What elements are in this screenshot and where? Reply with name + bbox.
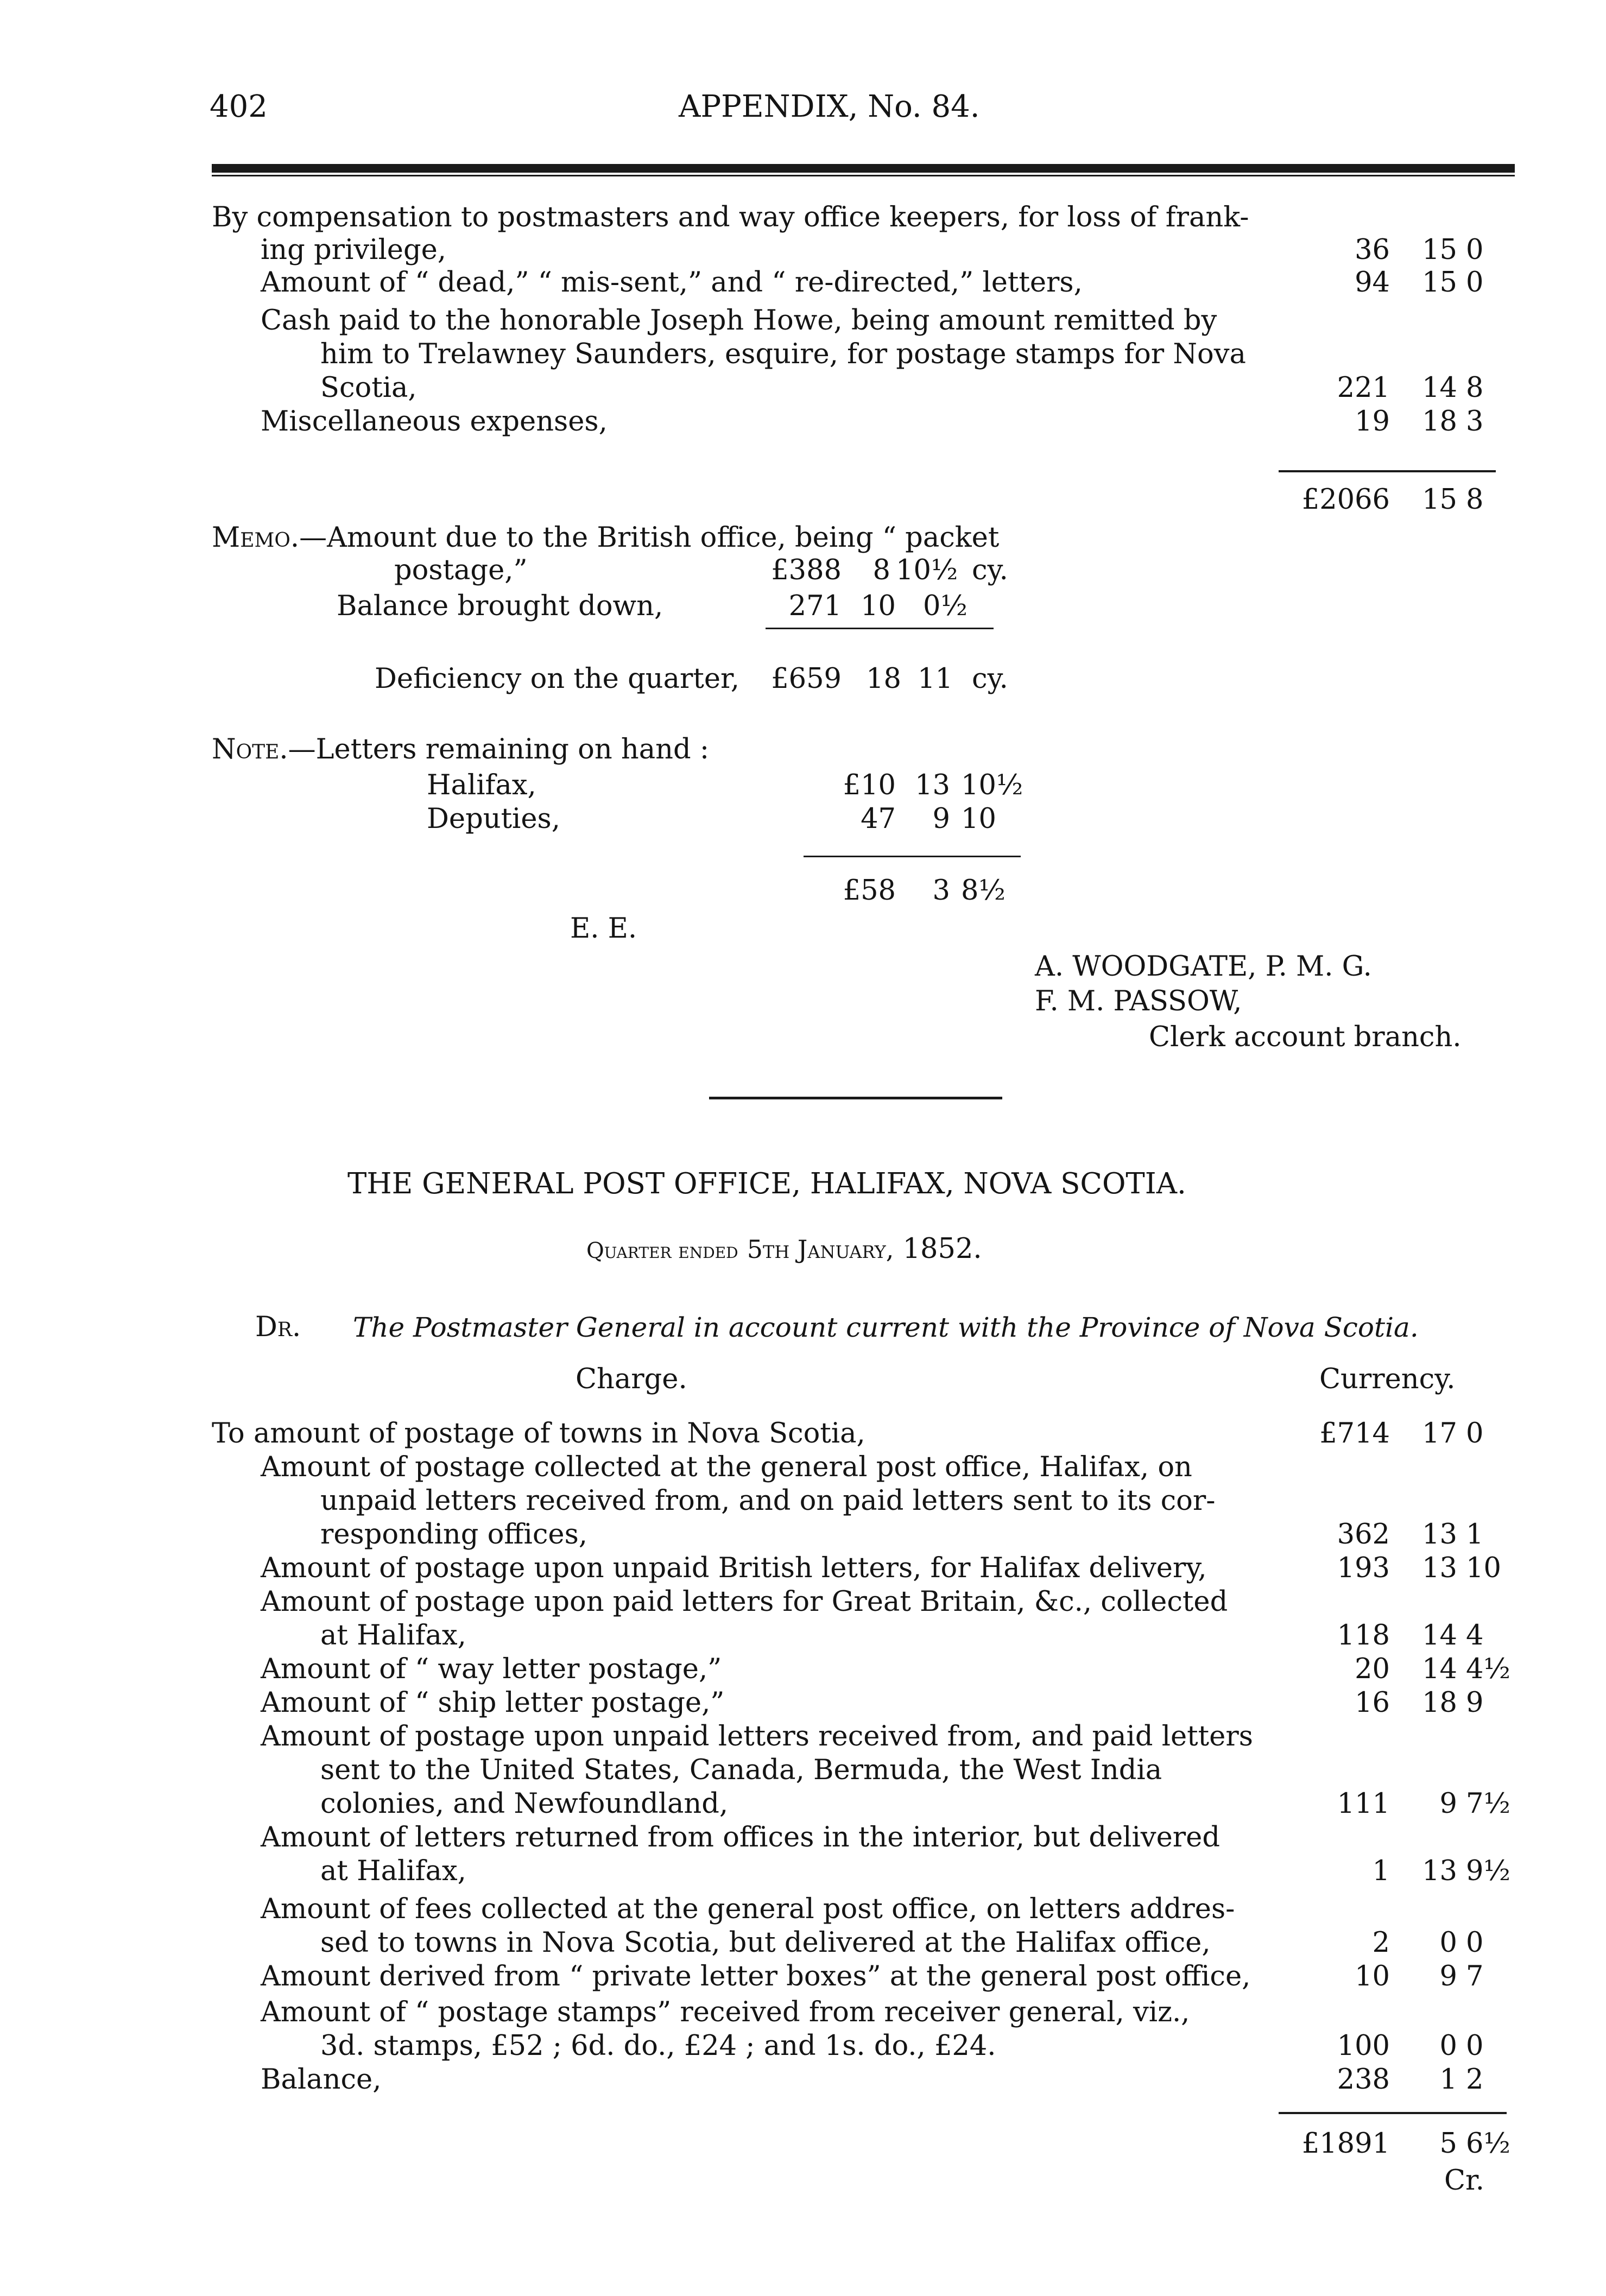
- charge-line: Amount derived from “ private letter boxes” at the general post office,: [261, 1960, 1251, 1993]
- amount-shillings: 14: [1422, 1653, 1457, 1685]
- memo-line: [212, 521, 999, 555]
- account-line: Cash paid to the honorable Joseph Howe, being amount remitted by: [261, 305, 1217, 337]
- amount-shillings: 14: [1422, 1620, 1457, 1652]
- account-heading: The Postmaster General in account current with the Province of Nova Scotia.: [353, 1312, 1419, 1343]
- amount-pounds: 94: [1355, 267, 1390, 299]
- note-total-pounds: £58: [843, 875, 896, 907]
- amount-pence: 0: [1466, 2030, 1484, 2062]
- deficiency-pence: 11: [918, 663, 953, 695]
- amount-shillings: 18: [1422, 1687, 1457, 1719]
- amount-pounds: 362: [1337, 1519, 1390, 1551]
- account-line: Scotia,: [320, 372, 417, 404]
- amount-pounds: 221: [1337, 372, 1390, 404]
- charge-line: Amount of “ ship letter postage,”: [261, 1687, 725, 1719]
- memo-shillings: 10: [861, 590, 896, 622]
- amount-pence: 4: [1466, 1620, 1484, 1652]
- amount-pence: 7½: [1466, 1788, 1510, 1820]
- section-title: THE GENERAL POST OFFICE, HALIFAX, NOVA SCOTIA.: [347, 1167, 1186, 1200]
- memo-currency: cy.: [972, 554, 1008, 586]
- amount-pounds: 100: [1337, 2030, 1390, 2062]
- amount-pence: 0: [1466, 1418, 1484, 1450]
- memo-rule: [766, 628, 994, 629]
- charge-line: Amount of letters returned from offices in the interior, but delivered: [261, 1821, 1220, 1854]
- amount-pounds: £714: [1319, 1418, 1390, 1450]
- amount-pence: 3: [1466, 406, 1484, 438]
- amount-pence: 0: [1466, 1927, 1484, 1959]
- charge-line: Amount of fees collected at the general post office, on letters addres-: [261, 1893, 1235, 1925]
- header-thin-rule: [212, 175, 1515, 176]
- memo-line: Balance brought down,: [337, 590, 663, 622]
- dr-label: Dr.: [255, 1311, 301, 1343]
- deficiency-shillings: 18: [866, 663, 901, 695]
- memo-text: —Amount due to the British office, being “ packet: [299, 522, 1000, 554]
- memo-pounds: 271: [788, 590, 842, 622]
- amount-pounds: 238: [1337, 2064, 1390, 2096]
- deficiency-currency: cy.: [972, 663, 1008, 695]
- deficiency-pounds: £659: [771, 663, 842, 695]
- amount-pounds: 1: [1372, 1855, 1390, 1887]
- amount-shillings: 13: [1422, 1519, 1457, 1551]
- charge-line: To amount of postage of towns in Nova Scotia,: [212, 1418, 865, 1450]
- amount-pence: 2: [1466, 2064, 1484, 2096]
- amount-shillings: 14: [1422, 372, 1457, 404]
- deficiency-label: Deficiency on the quarter,: [375, 663, 740, 695]
- memo-pounds: £388: [771, 554, 842, 586]
- amount-shillings: 15: [1422, 267, 1457, 299]
- amount-pence: 4½: [1466, 1653, 1510, 1685]
- note-place: Deputies,: [427, 803, 560, 835]
- amount-shillings: 9: [1439, 1788, 1457, 1820]
- amount-shillings: 18: [1422, 406, 1457, 438]
- note-heading: —Letters remaining on hand :: [288, 733, 710, 766]
- account-line: him to Trelawney Saunders, esquire, for postage stamps for Nova: [320, 338, 1246, 370]
- note-pounds: 47: [861, 803, 896, 835]
- charge-line: Amount of postage collected at the general post office, Halifax, on: [261, 1451, 1192, 1483]
- amount-shillings: 13: [1422, 1855, 1457, 1887]
- total-rule: [1279, 2112, 1507, 2114]
- amount-shillings: 15: [1422, 234, 1457, 266]
- charge-line: at Halifax,: [320, 1620, 466, 1652]
- total-pence: 8: [1466, 484, 1484, 516]
- amount-pence: 10: [1466, 1552, 1501, 1584]
- note-label: Note.: [212, 733, 288, 766]
- currency-header: Currency.: [1319, 1363, 1456, 1395]
- amount-pence: 0: [1466, 234, 1484, 266]
- charge-line: Amount of postage upon unpaid British letters, for Halifax delivery,: [261, 1552, 1207, 1584]
- note-shillings: 9: [932, 803, 950, 835]
- total-pounds: £2066: [1301, 484, 1390, 516]
- header-thick-rule: [212, 164, 1515, 173]
- account-line: By compensation to postmasters and way office keepers, for loss of frank-: [212, 201, 1249, 233]
- note-place: Halifax,: [427, 769, 536, 801]
- note-pence: 10: [961, 803, 996, 835]
- total-pence: 6½: [1466, 2128, 1510, 2160]
- total-pounds: £1891: [1301, 2128, 1390, 2160]
- total-rule: [1279, 470, 1496, 472]
- amount-pence: 1: [1466, 1519, 1484, 1551]
- charge-line: Amount of “ way letter postage,”: [261, 1653, 722, 1685]
- amount-pounds: 19: [1355, 406, 1390, 438]
- charge-line: at Halifax,: [320, 1855, 466, 1887]
- amount-pence: 9: [1466, 1687, 1484, 1719]
- subtitle-label: Quarter ended: [586, 1238, 738, 1263]
- charge-line: responding offices,: [320, 1519, 587, 1551]
- amount-pence: 7: [1466, 1960, 1484, 1993]
- amount-pounds: 2: [1372, 1927, 1390, 1959]
- section-divider: [709, 1097, 1002, 1099]
- memo-shillings: 8: [872, 554, 890, 586]
- section-subtitle: [586, 1232, 982, 1268]
- amount-shillings: 13: [1422, 1552, 1457, 1584]
- memo-pence: 0½: [923, 590, 968, 622]
- amount-shillings: 0: [1439, 1927, 1457, 1959]
- amount-pounds: 10: [1355, 1960, 1390, 1993]
- amount-pence: 8: [1466, 372, 1484, 404]
- running-title: APPENDIX, No. 84.: [679, 89, 980, 124]
- note-rule: [804, 856, 1021, 857]
- note-line: [212, 733, 709, 767]
- memo-label: Memo.: [212, 522, 300, 554]
- charge-line: sed to towns in Nova Scotia, but delivered at the Halifax office,: [320, 1927, 1211, 1959]
- memo-line: postage,”: [394, 554, 528, 586]
- account-line: ing privilege,: [261, 234, 447, 266]
- amount-pounds: 118: [1337, 1620, 1390, 1652]
- amount-pence: 0: [1466, 267, 1484, 299]
- charge-header: Charge.: [576, 1363, 687, 1395]
- charge-line: colonies, and Newfoundland,: [320, 1788, 729, 1820]
- page-number: 402: [210, 89, 268, 124]
- charge-line: unpaid letters received from, and on paid letters sent to its cor-: [320, 1485, 1216, 1517]
- amount-shillings: 9: [1439, 1960, 1457, 1993]
- note-shillings: 13: [915, 769, 950, 801]
- charge-line: Balance,: [261, 2064, 382, 2096]
- note-pounds: £10: [843, 769, 896, 801]
- charge-line: sent to the United States, Canada, Bermuda, the West India: [320, 1754, 1162, 1786]
- amount-pounds: 16: [1355, 1687, 1390, 1719]
- note-total-shillings: 3: [932, 875, 950, 907]
- charge-line: 3d. stamps, £52 ; 6d. do., £24 ; and 1s. do., £24.: [320, 2030, 996, 2062]
- amount-pounds: 20: [1355, 1653, 1390, 1685]
- amount-pence: 9½: [1466, 1855, 1510, 1887]
- amount-pounds: 193: [1337, 1552, 1390, 1584]
- total-shillings: 15: [1422, 484, 1457, 516]
- charge-line: Amount of postage upon unpaid letters received from, and paid letters: [261, 1721, 1253, 1753]
- amount-shillings: 0: [1439, 2030, 1457, 2062]
- amount-pounds: 111: [1337, 1788, 1390, 1820]
- amount-pounds: 36: [1355, 234, 1390, 266]
- account-line: Amount of “ dead,” “ mis-sent,” and “ re-directed,” letters,: [261, 267, 1083, 299]
- subtitle-date: 5th January,: [747, 1235, 894, 1264]
- charge-line: Amount of “ postage stamps” received from receiver general, viz.,: [261, 1996, 1190, 2028]
- signature-name: A. WOODGATE, P. M. G.: [1035, 951, 1372, 983]
- signature-name: F. M. PASSOW,: [1035, 985, 1242, 1017]
- ee-mark: E. E.: [570, 913, 637, 945]
- subtitle-year: 1852.: [902, 1233, 982, 1265]
- memo-pence: 10½: [896, 554, 958, 586]
- note-total-pence: 8½: [961, 875, 1006, 907]
- charge-line: Amount of postage upon paid letters for Great Britain, &c., collected: [261, 1586, 1228, 1618]
- total-shillings: 5: [1439, 2128, 1457, 2160]
- amount-shillings: 1: [1439, 2064, 1457, 2096]
- amount-shillings: 17: [1422, 1418, 1457, 1450]
- account-line: Miscellaneous expenses,: [261, 406, 608, 438]
- signature-title: Clerk account branch.: [1149, 1021, 1462, 1053]
- cr-label: Cr.: [1444, 2165, 1485, 2197]
- note-pence: 10½: [961, 769, 1023, 801]
